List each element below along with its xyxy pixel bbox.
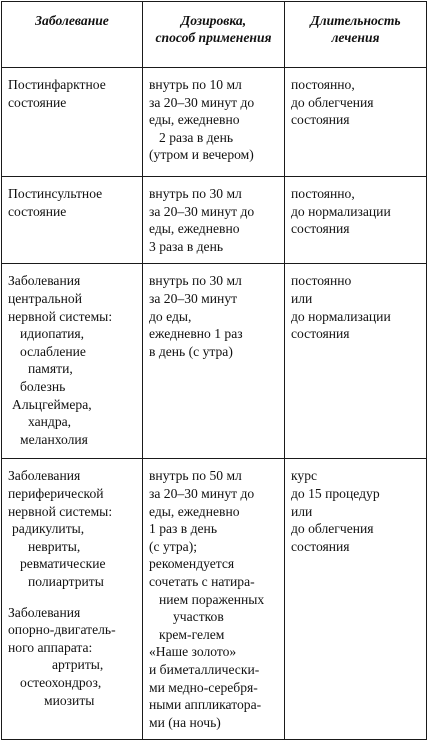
cell-line: еды, ежедневно: [149, 503, 240, 519]
cell-line: состояния: [291, 221, 350, 237]
cell-line: за 20–30 минут до: [149, 485, 255, 501]
cell-line: ми (на ночь): [149, 714, 221, 730]
header-line: лечения: [331, 30, 380, 46]
cell-line: и биметаллически-: [149, 661, 260, 677]
table-row: [2, 68, 427, 177]
cell-line: до 15 процедур: [291, 485, 380, 501]
header-line: Длительность: [310, 13, 401, 28]
cell-line: артриты,: [52, 657, 104, 673]
cell-line: опорно-двигатель-: [8, 622, 116, 638]
table-row: [2, 459, 427, 740]
cell-line: или: [291, 290, 313, 306]
cell-line: памяти,: [28, 361, 73, 377]
cell-line: состояния: [291, 112, 350, 128]
cell-line: постоянно: [291, 273, 352, 289]
cell-line: (с утра);: [149, 538, 197, 554]
cell-line: за 20–30 минут до: [149, 94, 255, 110]
cell-line: невриты,: [28, 538, 81, 554]
cell-line: (утром и вечером): [149, 147, 254, 163]
cell-line: внутрь по 50 мл: [149, 468, 242, 484]
treatment-table: [1, 1, 427, 740]
cell-line: до нормализации: [291, 308, 391, 324]
duration-cell: [285, 264, 427, 459]
cell-line: до облегчения: [291, 521, 374, 537]
cell-line: нервной системы:: [8, 503, 113, 519]
cell-line: Заболевания: [8, 273, 81, 289]
cell-line: состояния: [291, 538, 350, 554]
condition-cell: [2, 459, 143, 740]
cell-line: ослабление: [20, 343, 86, 359]
condition-cell: [2, 68, 143, 177]
cell-line: сочетать с натира-: [149, 573, 255, 589]
cell-line: 2 раза в день: [159, 129, 234, 145]
cell-line: внутрь по 30 мл: [149, 273, 242, 289]
paragraph-gap: [8, 591, 138, 604]
header-line: способ применения: [155, 30, 272, 46]
cell-line: периферической: [8, 485, 104, 501]
cell-line: за 20–30 минут: [149, 290, 238, 306]
cell-line: нервной системы:: [8, 308, 113, 324]
header-duration: [285, 2, 427, 68]
cell-line: постоянно,: [291, 77, 355, 92]
duration-cell: [285, 68, 427, 177]
cell-line: нием пораженных: [159, 591, 265, 607]
duration-cell: [285, 177, 427, 264]
cell-line: до еды,: [149, 308, 192, 324]
condition-cell: [2, 264, 143, 459]
cell-line: состояние: [8, 203, 67, 219]
cell-line: хандра,: [28, 414, 72, 430]
header-line: Заболевание: [35, 13, 109, 28]
condition-cell: [2, 177, 143, 264]
cell-line: «Наше золото»: [149, 644, 237, 660]
cell-line: полиартриты: [28, 573, 104, 589]
cell-line: Постинфарктное: [8, 77, 106, 92]
cell-line: до нормализации: [291, 203, 391, 219]
cell-line: радикулиты,: [12, 521, 85, 537]
duration-cell: [285, 459, 427, 740]
dosage-cell: [143, 68, 285, 177]
cell-line: курс: [291, 468, 318, 484]
cell-line: 1 раз в день: [149, 521, 218, 537]
cell-line: идиопатия,: [20, 326, 85, 342]
cell-line: болезнь: [20, 378, 66, 394]
cell-line: ными аппликатора-: [149, 697, 262, 713]
cell-line: постоянно,: [291, 186, 355, 201]
cell-line: Постинсультное: [8, 186, 103, 201]
cell-line: центральной: [8, 290, 82, 306]
cell-line: внутрь по 30 мл: [149, 186, 242, 201]
cell-line: до облегчения: [291, 94, 374, 110]
header-dosage: [143, 2, 285, 68]
cell-line: Альцгеймера,: [12, 396, 92, 412]
cell-line: крем-гелем: [159, 626, 225, 642]
cell-line: участков: [173, 609, 224, 625]
cell-line: состояния: [291, 326, 350, 342]
cell-line: Заболевания: [8, 468, 81, 484]
cell-line: меланхолия: [20, 431, 88, 447]
dosage-cell: [143, 264, 285, 459]
cell-line: 3 раза в день: [149, 238, 224, 254]
cell-line: состояние: [8, 94, 67, 110]
cell-line: внутрь по 10 мл: [149, 77, 242, 92]
cell-line: еды, ежедневно: [149, 221, 240, 237]
dosage-cell: [143, 459, 285, 740]
cell-line: миозиты: [44, 692, 95, 708]
cell-line: или: [291, 503, 313, 519]
header-line: Дозировка,: [180, 13, 247, 28]
cell-line: остеохондроз,: [20, 674, 102, 690]
cell-line: за 20–30 минут до: [149, 203, 255, 219]
cell-line: рекомендуется: [149, 556, 235, 572]
cell-line: Заболевания: [8, 604, 81, 620]
cell-line: ревматические: [20, 556, 106, 572]
table-row: [2, 177, 427, 264]
cell-line: ежедневно 1 раз: [149, 326, 243, 342]
cell-line: ного аппарата:: [8, 639, 93, 655]
cell-line: ми медно-серебря-: [149, 679, 258, 695]
header-row: [2, 2, 427, 68]
cell-line: еды, ежедневно: [149, 112, 240, 128]
table-row: [2, 264, 427, 459]
header-condition: [2, 2, 143, 68]
dosage-cell: [143, 177, 285, 264]
cell-line: в день (с утра): [149, 343, 233, 359]
